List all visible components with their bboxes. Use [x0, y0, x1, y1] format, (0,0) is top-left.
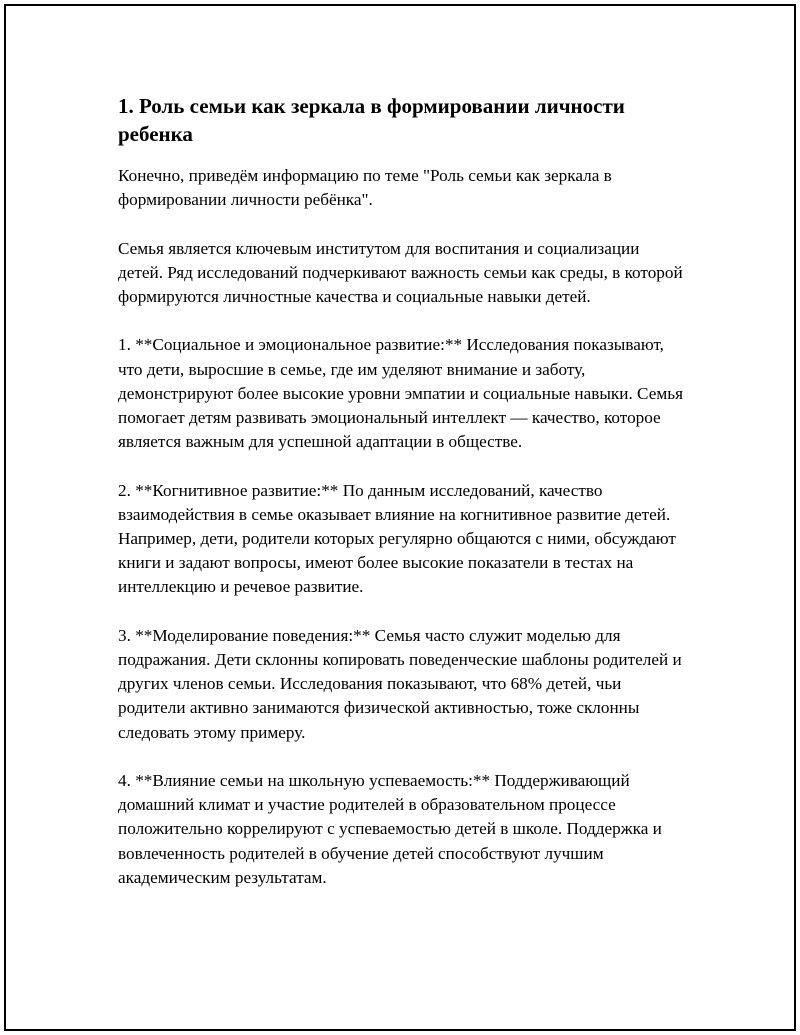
paragraph-intro: Конечно, приведём информацию по теме "Роль семьи как зеркала в формировании личности ребёнка". — [118, 166, 612, 210]
document-title: 1. Роль семьи как зеркала в формировании личности ребенка — [118, 94, 625, 146]
paragraph-social-emotional: 1. **Социальное и эмоциональное развитие:** Исследования показывают, что дети, выросшие в семье, где им уделяют внимание и заботу, демонстрируют более высокие уровни эмпатии и социальные навыки. Семья помогает детям развивать эмоциональный интеллект — качество, которое является важным для успешной адаптации в обществе. — [118, 335, 683, 452]
paragraph-family-institution: Семья является ключевым институтом для воспитания и социализации детей. Ряд исследований подчеркивают важность семьи как среды, в которой формируются личностные качества и социальные навыки детей. — [118, 238, 683, 306]
document-body — [118, 92, 688, 914]
paragraph-behavior-modeling: 3. **Моделирование поведения:** Семья часто служит моделью для подражания. Дети склонны копировать поведенческие шаблоны родителей и других членов семьи. Исследования показывают, что 68% детей, чьи родители активно занимаются физической активностью, тоже склонны следовать этому примеру. — [118, 625, 682, 742]
paragraph-cognitive: 2. **Когнитивное развитие:** По данным исследований, качество взаимодействия в семье оказывает влияние на когнитивное развитие детей. Например, дети, родители которых регулярно общаются с ними, обсуждают книги и задают вопросы, имеют более высокие показатели в тестах на интеллекцию и речевое развитие. — [118, 480, 676, 597]
paragraph-school-performance: 4. **Влияние семьи на школьную успеваемость:** Поддерживающий домашний климат и участие родителей в образовательном процессе положительно коррелируют с успеваемостью детей в школе. Поддержка и вовлеченность родителей в обучение детей способствуют лучшим академическим результатам. — [118, 771, 662, 887]
